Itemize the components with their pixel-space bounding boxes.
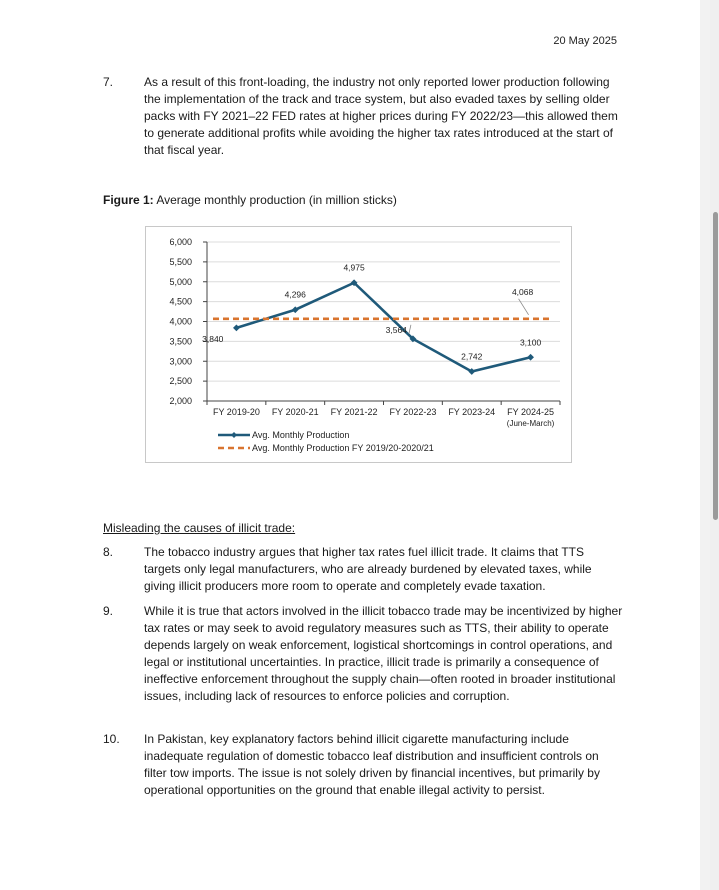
paragraph-number: 8. bbox=[103, 545, 114, 559]
data-label: 4,296 bbox=[284, 289, 306, 300]
x-tick-label: FY 2023-24 bbox=[448, 407, 496, 417]
series-line-production bbox=[236, 283, 530, 372]
y-tick-label: 5,000 bbox=[169, 276, 192, 287]
line-chart bbox=[146, 227, 571, 462]
y-tick-label: 5,500 bbox=[169, 256, 192, 267]
x-tick-label: FY 2024-25 bbox=[507, 407, 555, 417]
chart-container bbox=[145, 226, 572, 463]
figure-label: Figure 1: bbox=[103, 193, 154, 207]
data-label: 4,975 bbox=[343, 262, 365, 273]
data-label: 2,742 bbox=[461, 351, 483, 362]
data-label: 3,564 bbox=[385, 324, 407, 335]
x-tick-sublabel: (June-March) bbox=[506, 419, 555, 428]
x-tick-label: FY 2021-22 bbox=[330, 407, 378, 417]
legend-label: Avg. Monthly Production bbox=[252, 430, 350, 440]
data-label: 4,068 bbox=[511, 286, 534, 297]
paragraph-number: 10. bbox=[103, 732, 120, 746]
x-tick-label: FY 2019-20 bbox=[212, 407, 260, 417]
x-tick-label: FY 2020-21 bbox=[271, 407, 319, 417]
data-label-leader bbox=[409, 325, 411, 334]
data-label: 3,100 bbox=[519, 337, 542, 348]
paragraph-8 bbox=[103, 544, 623, 595]
paragraph-number: 9. bbox=[103, 604, 114, 618]
paragraph-text: As a result of this front-loading, the industry not only reported lower production following the implementation of the track and trace system, but also evaded taxes by selling older packs with FY 2021–22 FED rates at higher prices during FY 2022/23—this allowed them to generate additional profits while avoiding the higher tax rates introduced at the start of that fiscal year. bbox=[144, 75, 618, 157]
paragraph-text: The tobacco industry argues that higher tax rates fuel illicit trade. It claims that TTS targets only legal manufacturers, who are already burdened by elevated taxes, while giving illicit producers more room to operate and completely evade taxation. bbox=[144, 545, 592, 593]
paragraph-7 bbox=[103, 74, 623, 159]
data-point-marker bbox=[527, 354, 534, 361]
paragraph-text: In Pakistan, key explanatory factors behind illicit cigarette manufacturing include inadequate regulation of domestic tobacco leaf distribution and insufficient controls on filter tow imports. The issue is not solely driven by financial incentives, but primarily by operational opportunities on the ground that enable illegal activity to persist. bbox=[144, 732, 600, 797]
section-heading: Misleading the causes of illicit trade: bbox=[103, 521, 296, 535]
paragraph-text: While it is true that actors involved in the illicit tobacco trade may be incentivized by higher tax rates or may seek to avoid regulatory measures such as TTS, their ability to operate depends largely on weak enforcement, logistical shortcomings in control operations, and legal or institutional uncertainties. In practice, illicit trade is primarily a consequence of ineffective enforcement throughout the supply chain—often rooted in broader institutional issues, including lack of resources to enforce policies and corruption. bbox=[144, 604, 623, 703]
data-point-marker bbox=[233, 324, 240, 331]
y-tick-label: 3,500 bbox=[169, 336, 192, 347]
y-tick-label: 4,000 bbox=[169, 316, 192, 327]
legend-label: Avg. Monthly Production FY 2019/20-2020/21 bbox=[252, 443, 434, 453]
figure-caption bbox=[103, 193, 397, 207]
y-tick-label: 2,500 bbox=[169, 376, 192, 387]
paragraph-number: 7. bbox=[103, 75, 114, 89]
figure-caption-text: Average monthly production (in million sticks) bbox=[156, 193, 397, 207]
document-date: 20 May 2025 bbox=[553, 35, 617, 47]
y-tick-label: 6,000 bbox=[169, 237, 192, 247]
data-label: 3,840 bbox=[202, 333, 224, 344]
y-tick-label: 4,500 bbox=[169, 296, 192, 307]
paragraph-9 bbox=[103, 603, 623, 705]
y-tick-label: 2,000 bbox=[169, 396, 192, 406]
x-tick-label: FY 2022-23 bbox=[389, 407, 437, 417]
y-tick-label: 3,000 bbox=[169, 356, 192, 367]
paragraph-10 bbox=[103, 731, 623, 799]
legend-marker bbox=[231, 432, 237, 438]
scrollbar-thumb[interactable] bbox=[713, 212, 718, 520]
